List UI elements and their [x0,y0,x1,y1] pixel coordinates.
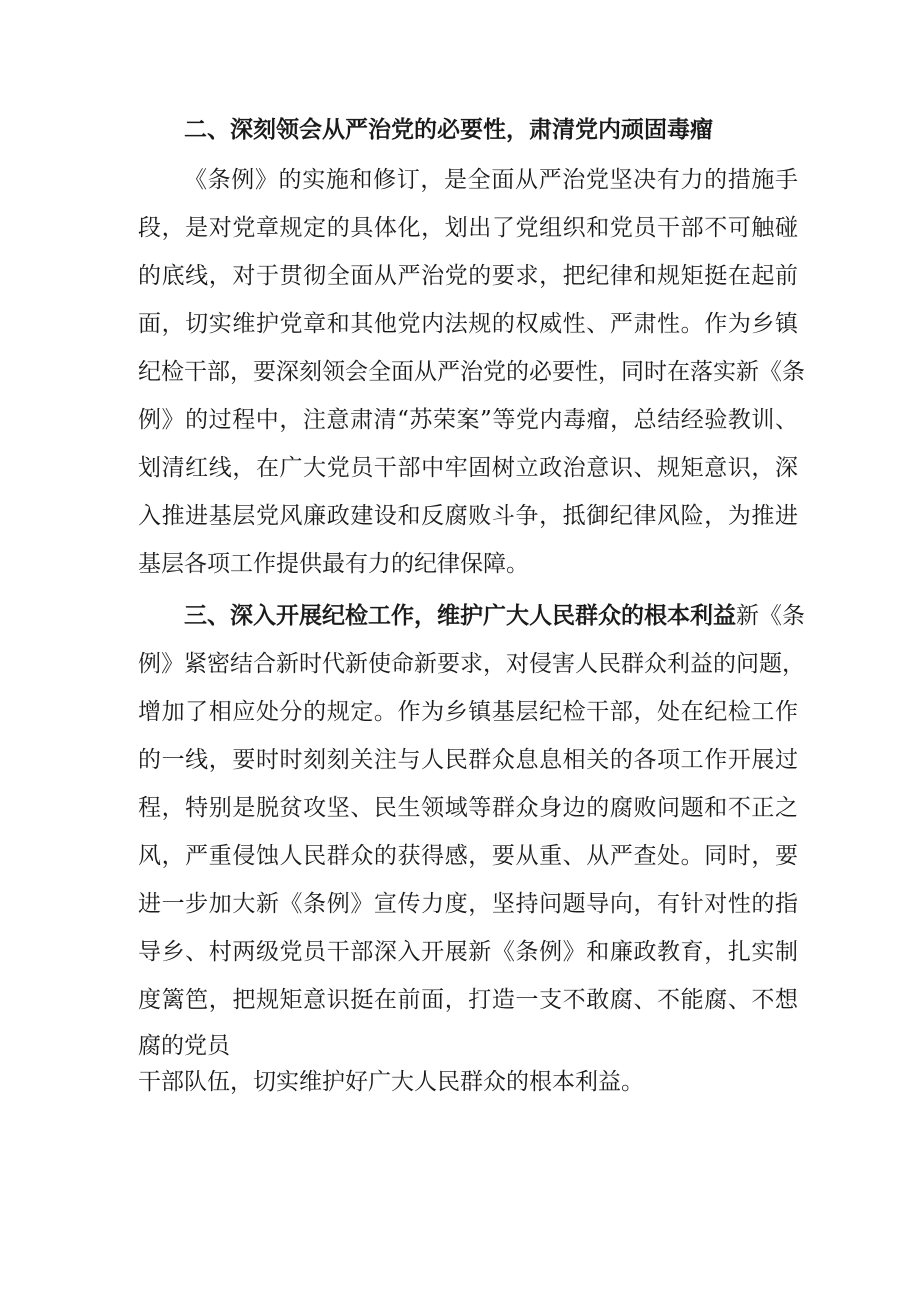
paragraph-line: 风，严重侵蚀人民群众的获得感，要从重、从严查处。同时，要 [138,843,798,869]
paragraph-line: 的一线，要时时刻刻关注与人民群众息息相关的各项工作开展过 [138,747,798,773]
paragraph-line: 段，是对党章规定的具体化，划出了党组织和党员干部不可触碰 [138,215,798,241]
paragraph-line: 进一步加大新《条例》宣传力度，坚持问题导向，有针对性的指 [138,891,798,917]
paragraph-line: 划清红线，在广大党员干部中牢固树立政治意识、规矩意识，深 [138,455,798,481]
section-2-heading: 二、深刻领会从严治党的必要性，肃清党内顽固毒瘤 [184,117,713,143]
paragraph-line: 度篱笆，把规矩意识挺在前面，打造一支不敢腐、不能腐、不想 [138,987,798,1013]
paragraph-line: 纪检干部，要深刻领会全面从严治党的必要性，同时在落实新《条 [138,359,805,385]
section-3-heading-tail: 新《条 [736,603,805,629]
paragraph-line: 例》紧密结合新时代新使命新要求，对侵害人民群众利益的问题， [138,651,805,677]
paragraph-line: 入推进基层党风廉政建设和反腐败斗争，抵御纪律风险，为推进 [138,503,798,529]
paragraph-line: 程，特别是脱贫攻坚、民生领域等群众身边的腐败问题和不正之 [138,795,798,821]
paragraph-line: 面，切实维护党章和其他党内法规的权威性、严肃性。作为乡镇 [138,311,798,337]
paragraph-line: 基层各项工作提供最有力的纪律保障。 [138,551,529,577]
paragraph-line: 腐的党员 [138,1033,230,1059]
section-3-heading: 三、深入开展纪检工作，维护广大人民群众的根本利益 [184,603,736,629]
paragraph-line: 干部队伍，切实维护好广大人民群众的根本利益。 [138,1069,644,1095]
paragraph-line: 例》的过程中，注意肃清“苏荣案”等党内毒瘤，总结经验教训、 [138,407,798,433]
section-3-heading-line [184,596,805,636]
paragraph-line: 增加了相应处分的规定。作为乡镇基层纪检干部，处在纪检工作 [138,699,798,725]
paragraph-line: 导乡、村两级党员干部深入开展新《条例》和廉政教育，扎实制 [138,939,798,965]
paragraph-line: 的底线，对于贯彻全面从严治党的要求，把纪律和规矩挺在起前 [138,263,798,289]
paragraph-line: 《条例》的实施和修订，是全面从严治党坚决有力的措施手 [184,167,798,193]
